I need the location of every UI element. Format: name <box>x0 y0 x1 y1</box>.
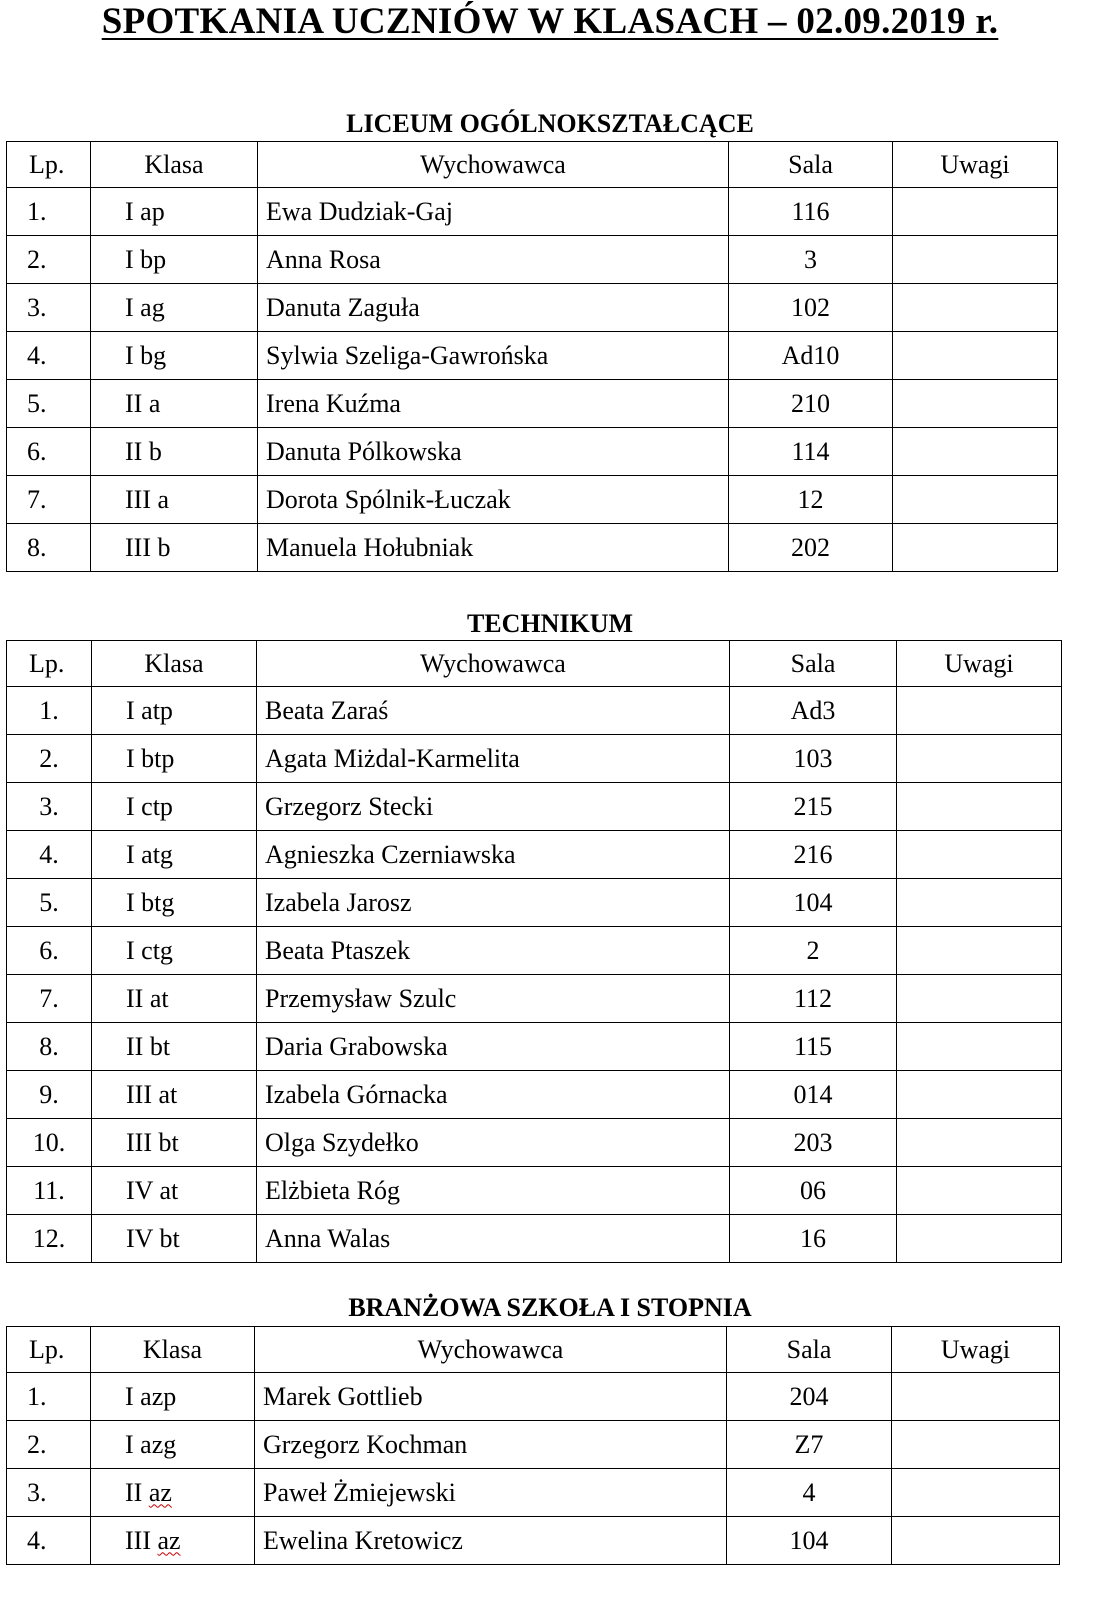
table-row <box>7 1469 1060 1517</box>
table-row <box>7 1517 1060 1565</box>
cell-klasa: II bt <box>92 1023 257 1071</box>
cell-klasa: III at <box>92 1071 257 1119</box>
table-header-row <box>7 1327 1060 1373</box>
cell-wychowawca: Przemysław Szulc <box>257 975 730 1023</box>
table-row <box>7 1023 1062 1071</box>
cell-sala: 103 <box>730 735 897 783</box>
cell-klasa: IV bt <box>92 1215 257 1263</box>
table-row <box>7 236 1058 284</box>
cell-klasa: I atg <box>92 831 257 879</box>
cell-uwagi <box>893 428 1058 476</box>
column-header-uwagi: Uwagi <box>892 1327 1060 1373</box>
cell-wychowawca: Ewa Dudziak-Gaj <box>258 188 729 236</box>
cell-wychowawca: Ewelina Kretowicz <box>255 1517 727 1565</box>
cell-klasa <box>91 1469 255 1517</box>
table-row <box>7 428 1058 476</box>
cell-wychowawca: Paweł Żmiejewski <box>255 1469 727 1517</box>
cell-wychowawca: Izabela Górnacka <box>257 1071 730 1119</box>
cell-uwagi <box>897 975 1062 1023</box>
cell-sala: 16 <box>730 1215 897 1263</box>
cell-lp: 1. <box>7 188 91 236</box>
column-header-lp: Lp. <box>7 142 91 188</box>
cell-uwagi <box>897 1023 1062 1071</box>
table-header-row <box>7 641 1062 687</box>
cell-wychowawca: Elżbieta Róg <box>257 1167 730 1215</box>
cell-klasa: IV at <box>92 1167 257 1215</box>
cell-klasa: I ag <box>91 284 258 332</box>
column-header-lp: Lp. <box>7 1327 91 1373</box>
cell-klasa: I btp <box>92 735 257 783</box>
cell-wychowawca: Dorota Spólnik-Łuczak <box>258 476 729 524</box>
table-row <box>7 524 1058 572</box>
cell-sala: 06 <box>730 1167 897 1215</box>
cell-sala: Ad10 <box>729 332 893 380</box>
table-row <box>7 1421 1060 1469</box>
cell-uwagi <box>893 188 1058 236</box>
cell-sala: 115 <box>730 1023 897 1071</box>
cell-uwagi <box>893 284 1058 332</box>
cell-sala: 202 <box>729 524 893 572</box>
cell-klasa: I atp <box>92 687 257 735</box>
table-liceum <box>6 141 1058 572</box>
cell-lp: 2. <box>7 1421 91 1469</box>
cell-wychowawca: Manuela Hołubniak <box>258 524 729 572</box>
cell-wychowawca: Izabela Jarosz <box>257 879 730 927</box>
column-header-klasa: Klasa <box>92 641 257 687</box>
cell-lp: 4. <box>7 332 91 380</box>
cell-lp: 5. <box>7 879 92 927</box>
cell-klasa: I ctg <box>92 927 257 975</box>
cell-klasa: III a <box>91 476 258 524</box>
cell-lp: 3. <box>7 1469 91 1517</box>
cell-wychowawca: Irena Kuźma <box>258 380 729 428</box>
column-header-sala: Sala <box>727 1327 892 1373</box>
cell-uwagi <box>893 332 1058 380</box>
cell-uwagi <box>897 1167 1062 1215</box>
table-row <box>7 1215 1062 1263</box>
cell-sala: 102 <box>729 284 893 332</box>
column-header-wychowawca: Wychowawca <box>258 142 729 188</box>
cell-uwagi <box>897 1215 1062 1263</box>
cell-sala: 210 <box>729 380 893 428</box>
table-row <box>7 687 1062 735</box>
table-technikum <box>6 640 1062 1263</box>
cell-wychowawca: Grzegorz Stecki <box>257 783 730 831</box>
table-row <box>7 879 1062 927</box>
cell-uwagi <box>892 1421 1060 1469</box>
table-row <box>7 188 1058 236</box>
cell-lp: 7. <box>7 975 92 1023</box>
cell-lp: 7. <box>7 476 91 524</box>
cell-lp: 1. <box>7 687 92 735</box>
cell-uwagi <box>897 1071 1062 1119</box>
cell-klasa <box>91 1517 255 1565</box>
cell-lp: 1. <box>7 1373 91 1421</box>
cell-lp: 3. <box>7 783 92 831</box>
cell-sala: 204 <box>727 1373 892 1421</box>
cell-wychowawca: Marek Gottlieb <box>255 1373 727 1421</box>
table-row <box>7 380 1058 428</box>
column-header-sala: Sala <box>729 142 893 188</box>
cell-wychowawca: Grzegorz Kochman <box>255 1421 727 1469</box>
cell-sala: 114 <box>729 428 893 476</box>
column-header-wychowawca: Wychowawca <box>257 641 730 687</box>
cell-klasa-suffix: az <box>148 1477 172 1507</box>
cell-wychowawca: Agata Miżdal-Karmelita <box>257 735 730 783</box>
table-header-row <box>7 142 1058 188</box>
table-row <box>7 332 1058 380</box>
cell-sala: 4 <box>727 1469 892 1517</box>
cell-wychowawca: Anna Walas <box>257 1215 730 1263</box>
cell-klasa: III bt <box>92 1119 257 1167</box>
cell-sala: 116 <box>729 188 893 236</box>
page-title: SPOTKANIA UCZNIÓW W KLASACH – 02.09.2019 r. <box>101 1 999 42</box>
cell-lp: 5. <box>7 380 91 428</box>
cell-sala: 2 <box>730 927 897 975</box>
cell-uwagi <box>897 687 1062 735</box>
cell-klasa: I bg <box>91 332 258 380</box>
section-heading-liceum: LICEUM OGÓLNOKSZTAŁCĄCE <box>346 109 754 138</box>
cell-lp: 9. <box>7 1071 92 1119</box>
cell-lp: 2. <box>7 735 92 783</box>
cell-wychowawca: Daria Grabowska <box>257 1023 730 1071</box>
cell-lp: 4. <box>7 1517 91 1565</box>
table-row <box>7 735 1062 783</box>
table-row <box>7 975 1062 1023</box>
table-row <box>7 927 1062 975</box>
cell-klasa-suffix: az <box>157 1525 181 1555</box>
table-row <box>7 284 1058 332</box>
cell-uwagi <box>893 476 1058 524</box>
cell-lp: 6. <box>7 428 91 476</box>
cell-uwagi <box>897 879 1062 927</box>
table-row <box>7 831 1062 879</box>
cell-lp: 10. <box>7 1119 92 1167</box>
table-row <box>7 476 1058 524</box>
column-header-uwagi: Uwagi <box>893 142 1058 188</box>
cell-lp: 4. <box>7 831 92 879</box>
cell-klasa-prefix: III <box>125 1525 158 1555</box>
section-heading-branzowa: BRANŻOWA SZKOŁA I STOPNIA <box>348 1293 752 1322</box>
cell-sala: Z7 <box>727 1421 892 1469</box>
cell-sala: 3 <box>729 236 893 284</box>
cell-uwagi <box>892 1469 1060 1517</box>
cell-uwagi <box>893 236 1058 284</box>
column-header-sala: Sala <box>730 641 897 687</box>
table-row <box>7 1119 1062 1167</box>
cell-lp: 11. <box>7 1167 92 1215</box>
cell-wychowawca: Agnieszka Czerniawska <box>257 831 730 879</box>
table-row <box>7 1167 1062 1215</box>
cell-sala: 12 <box>729 476 893 524</box>
cell-sala: 216 <box>730 831 897 879</box>
cell-wychowawca: Olga Szydełko <box>257 1119 730 1167</box>
cell-lp: 8. <box>7 524 91 572</box>
cell-lp: 12. <box>7 1215 92 1263</box>
cell-uwagi <box>897 831 1062 879</box>
table-branzowa <box>6 1326 1060 1565</box>
cell-klasa: I bp <box>91 236 258 284</box>
cell-lp: 6. <box>7 927 92 975</box>
cell-sala: 014 <box>730 1071 897 1119</box>
cell-uwagi <box>893 380 1058 428</box>
cell-sala: 104 <box>730 879 897 927</box>
cell-klasa: III b <box>91 524 258 572</box>
cell-wychowawca: Beata Zaraś <box>257 687 730 735</box>
cell-klasa: I ctp <box>92 783 257 831</box>
cell-uwagi <box>897 1119 1062 1167</box>
cell-klasa: I ap <box>91 188 258 236</box>
cell-wychowawca: Beata Ptaszek <box>257 927 730 975</box>
cell-uwagi <box>897 783 1062 831</box>
cell-sala: 215 <box>730 783 897 831</box>
column-header-uwagi: Uwagi <box>897 641 1062 687</box>
cell-klasa: II a <box>91 380 258 428</box>
cell-sala: 104 <box>727 1517 892 1565</box>
section-heading-technikum: TECHNIKUM <box>466 609 634 638</box>
column-header-wychowawca: Wychowawca <box>255 1327 727 1373</box>
cell-sala: Ad3 <box>730 687 897 735</box>
cell-lp: 3. <box>7 284 91 332</box>
table-row <box>7 1071 1062 1119</box>
column-header-lp: Lp. <box>7 641 92 687</box>
table-row <box>7 783 1062 831</box>
cell-klasa: I azp <box>91 1373 255 1421</box>
cell-uwagi <box>897 735 1062 783</box>
cell-uwagi <box>893 524 1058 572</box>
cell-lp: 2. <box>7 236 91 284</box>
cell-uwagi <box>892 1517 1060 1565</box>
cell-sala: 112 <box>730 975 897 1023</box>
cell-uwagi <box>897 927 1062 975</box>
column-header-klasa: Klasa <box>91 142 258 188</box>
cell-wychowawca: Danuta Zaguła <box>258 284 729 332</box>
cell-uwagi <box>892 1373 1060 1421</box>
cell-klasa: II b <box>91 428 258 476</box>
cell-klasa: I azg <box>91 1421 255 1469</box>
cell-lp: 8. <box>7 1023 92 1071</box>
cell-wychowawca: Sylwia Szeliga-Gawrońska <box>258 332 729 380</box>
cell-klasa: I btg <box>92 879 257 927</box>
column-header-klasa: Klasa <box>91 1327 255 1373</box>
cell-klasa: II at <box>92 975 257 1023</box>
cell-sala: 203 <box>730 1119 897 1167</box>
table-row <box>7 1373 1060 1421</box>
cell-wychowawca: Anna Rosa <box>258 236 729 284</box>
cell-wychowawca: Danuta Pólkowska <box>258 428 729 476</box>
cell-klasa-prefix: II <box>125 1477 149 1507</box>
